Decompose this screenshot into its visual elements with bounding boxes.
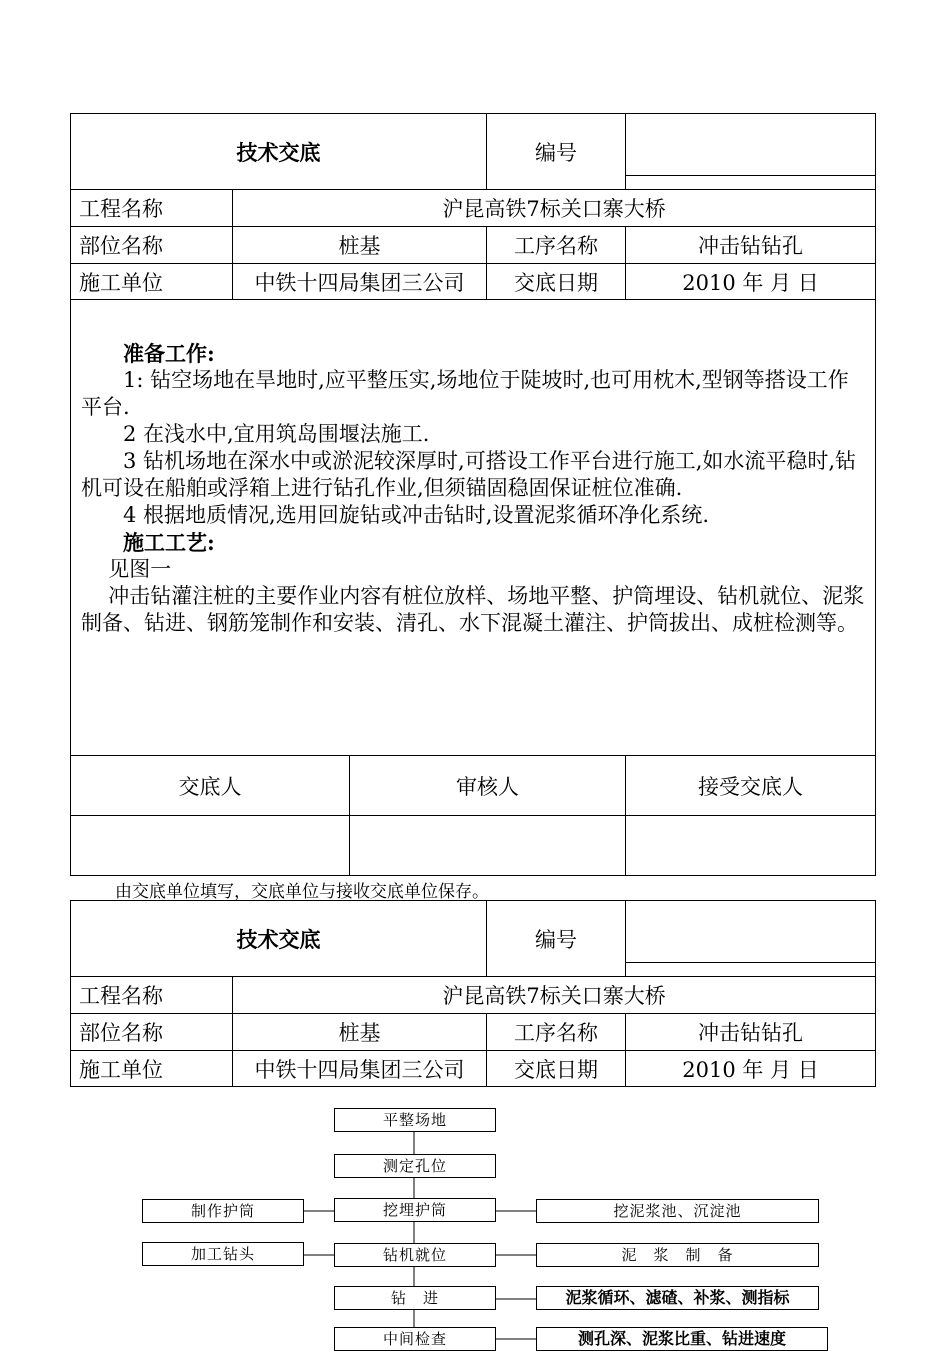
sign-review-label: 审核人 <box>350 756 626 816</box>
project-value: 沪昆高铁7标关口寨大桥 <box>233 977 876 1014</box>
process-heading: 施工工艺: <box>123 530 215 555</box>
flow-side-measurements: 测孔深、泥浆比重、钻进速度 <box>536 1327 828 1351</box>
flow-side-make-bit: 加工钻头 <box>142 1242 304 1266</box>
prep-item-1: 1: 钻空场地在旱地时,应平整压实,场地位于陡坡时,也可用枕木,型钢等搭设工作平台. <box>81 368 849 419</box>
part-value: 桩基 <box>233 1014 487 1051</box>
flow-step-mid-inspection: 中间检查 <box>334 1327 496 1351</box>
project-label: 工程名称 <box>71 190 233 227</box>
flow-side-make-casing: 制作护筒 <box>142 1199 304 1223</box>
date-label: 交底日期 <box>487 264 626 300</box>
sign-handover-label: 交底人 <box>71 756 350 816</box>
footnote: 由交底单位填写，交底单位与接收交底单位保存。 <box>115 882 489 902</box>
part-label: 部位名称 <box>71 227 233 264</box>
date-value: 2010 年 月 日 <box>626 1051 876 1087</box>
flow-step-drilling: 钻 进 <box>334 1286 496 1310</box>
flow-step-position-rig: 钻机就位 <box>334 1243 496 1267</box>
sign-receive-label: 接受交底人 <box>626 756 876 816</box>
form-title: 技术交底 <box>71 114 487 190</box>
process-label: 工序名称 <box>487 1014 626 1051</box>
unit-value: 中铁十四局集团三公司 <box>233 264 487 300</box>
process-value: 冲击钻钻孔 <box>626 1014 876 1051</box>
flow-side-mud-prep: 泥 浆 制 备 <box>536 1243 819 1267</box>
unit-value: 中铁十四局集团三公司 <box>233 1051 487 1087</box>
process-description: 冲击钻灌注桩的主要作业内容有桩位放样、场地平整、护筒埋设、钻机就位、泥浆制备、钻进、钢筋笼制作和安装、清孔、水下混凝土灌注、护筒拔出、成桩检测等。 <box>81 584 865 635</box>
date-value: 2010 年 月 日 <box>626 264 876 300</box>
part-label: 部位名称 <box>71 1014 233 1051</box>
number-label: 编号 <box>487 114 626 190</box>
see-figure: 见图一 <box>108 557 172 581</box>
part-value: 桩基 <box>233 227 487 264</box>
date-label: 交底日期 <box>487 1051 626 1087</box>
process-label: 工序名称 <box>487 227 626 264</box>
unit-label: 施工单位 <box>71 1051 233 1087</box>
flow-step-bury-casing: 挖埋护筒 <box>334 1198 496 1222</box>
form-title: 技术交底 <box>71 901 487 977</box>
prep-item-4: 4 根据地质情况,选用回旋钻或冲击钻时,设置泥浆循环净化系统. <box>123 503 710 527</box>
flow-side-mud-cycle: 泥浆循环、滤碴、补浆、测指标 <box>536 1286 819 1310</box>
project-label: 工程名称 <box>71 977 233 1014</box>
prep-item-3: 3 钻机场地在深水中或淤泥较深厚时,可搭设工作平台进行施工,如水流平稳时,钻机可设在船舶或浮箱上进行钻孔作业,但须锚固稳固保证桩位准确. <box>81 449 857 500</box>
number-label: 编号 <box>487 901 626 977</box>
flow-step-level-site: 平整场地 <box>334 1108 496 1132</box>
prep-heading: 准备工作: <box>123 341 215 366</box>
prep-item-2: 2 在浅水中,宜用筑岛围堰法施工. <box>123 422 430 446</box>
unit-label: 施工单位 <box>71 264 233 300</box>
flow-step-locate-hole: 测定孔位 <box>334 1154 496 1178</box>
flow-side-dig-pits: 挖泥浆池、沉淀池 <box>536 1199 819 1223</box>
project-value: 沪昆高铁7标关口寨大桥 <box>233 190 876 227</box>
process-value: 冲击钻钻孔 <box>626 227 876 264</box>
